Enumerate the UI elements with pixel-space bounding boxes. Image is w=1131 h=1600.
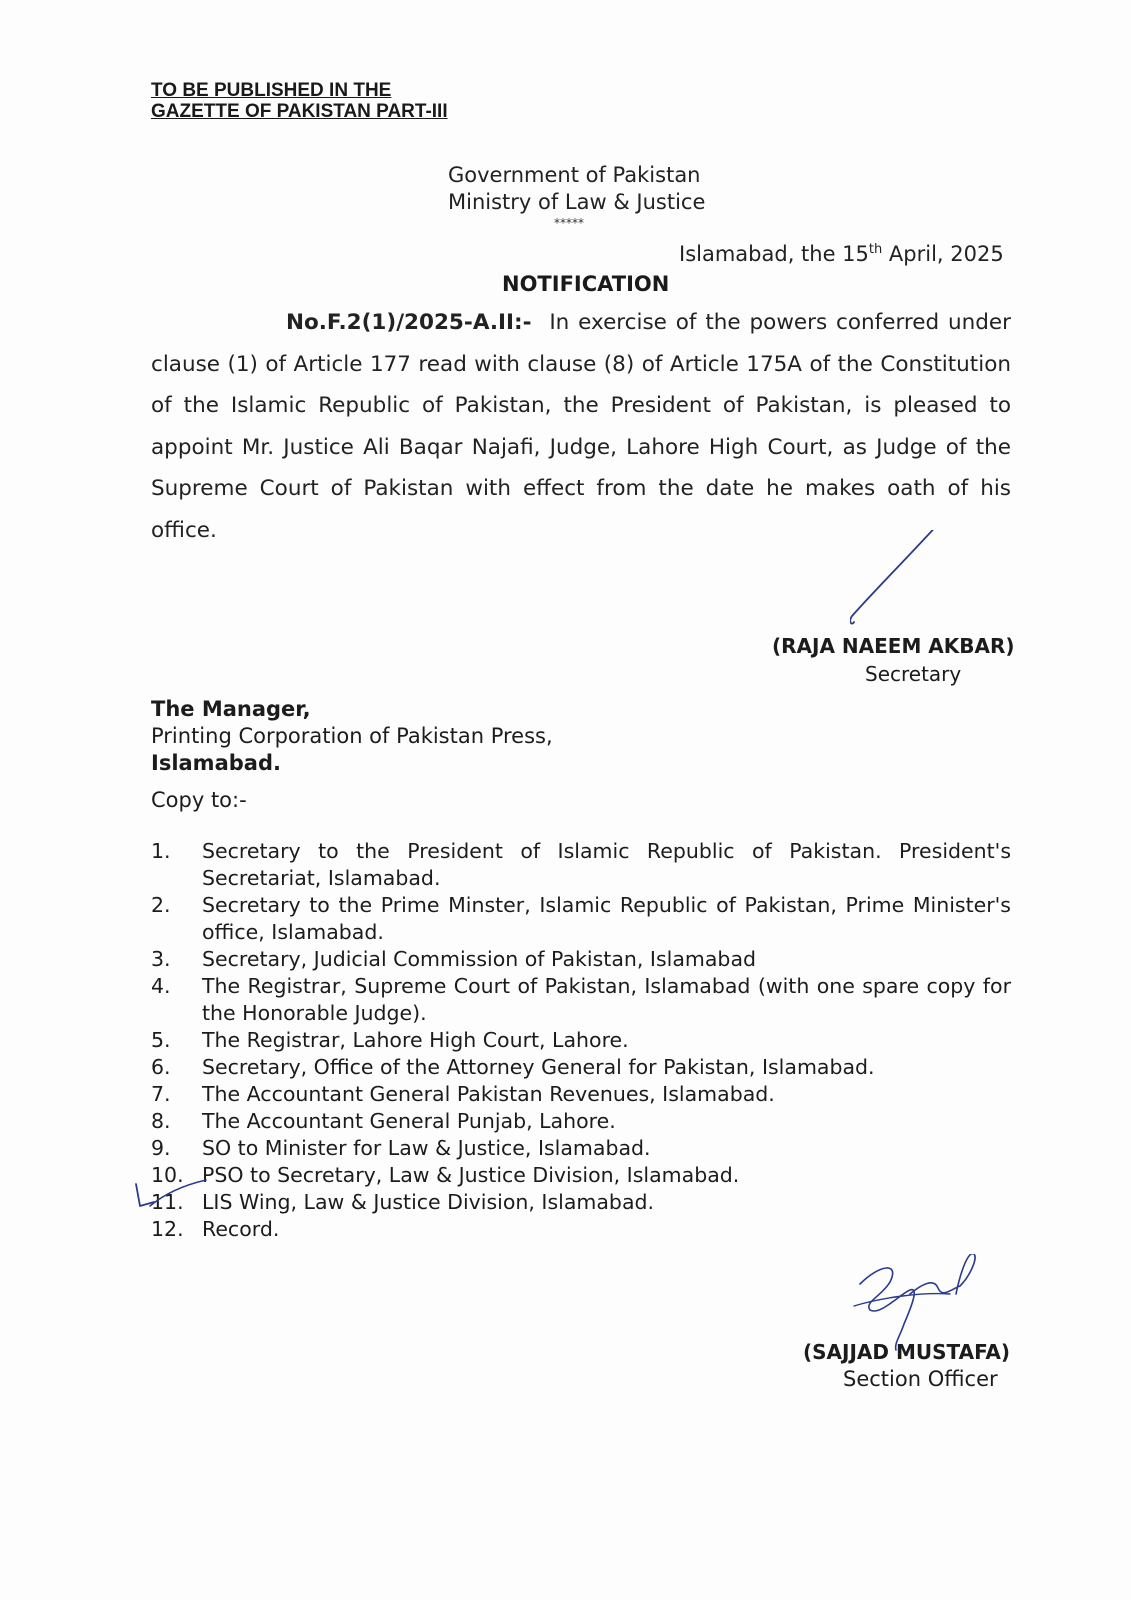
date-rest: April, 2025 bbox=[882, 242, 1004, 266]
copy-to-item-text: Secretary to the President of Islamic Republic of Pakistan. President's Secretariat, Islamabad. bbox=[202, 839, 1011, 890]
copy-to-item-number: 7. bbox=[151, 1082, 171, 1106]
signatory-1-name: (RAJA NAEEM AKBAR) bbox=[772, 634, 1015, 658]
copy-to-item bbox=[151, 1108, 1011, 1135]
copy-to-item bbox=[151, 1027, 1011, 1054]
copy-to-item-text: Secretary, Judicial Commission of Pakistan, Islamabad bbox=[202, 947, 757, 971]
copy-to-item-number: 4. bbox=[151, 974, 171, 998]
copy-to-item bbox=[151, 1081, 1011, 1108]
government-name: Government of Pakistan bbox=[448, 163, 701, 187]
copy-to-item bbox=[151, 892, 1011, 946]
copy-to-item-text: SO to Minister for Law & Justice, Islamabad. bbox=[202, 1136, 651, 1160]
copy-to-item-text: Secretary to the Prime Minster, Islamic Republic of Pakistan, Prime Minister's office, Islamabad. bbox=[202, 893, 1011, 944]
copy-to-item-text: The Accountant General Punjab, Lahore. bbox=[202, 1109, 616, 1133]
copy-to-item-number: 5. bbox=[151, 1028, 171, 1052]
copy-to-item-text: Secretary, Office of the Attorney General for Pakistan, Islamabad. bbox=[202, 1055, 875, 1079]
copy-to-list bbox=[151, 838, 1011, 1243]
date-suffix: th bbox=[868, 242, 883, 257]
copy-to-item bbox=[151, 838, 1011, 892]
copy-to-item-text: Record. bbox=[202, 1217, 280, 1241]
copy-to-item-text: LIS Wing, Law & Justice Division, Islamabad. bbox=[202, 1190, 655, 1214]
notification-body bbox=[151, 302, 1011, 551]
copy-to-item-number: 8. bbox=[151, 1109, 171, 1133]
copy-to-item-text: PSO to Secretary, Law & Justice Division, Islamabad. bbox=[202, 1163, 740, 1187]
notification-number: No.F.2(1)/2025-A.II:- bbox=[286, 310, 532, 335]
copy-to-item-number: 12. bbox=[151, 1217, 184, 1241]
copy-to-item bbox=[151, 1135, 1011, 1162]
letterhead bbox=[448, 162, 705, 216]
notification-text: In exercise of the powers conferred under clause (1) of Article 177 read with clause (8) of Article 175A of the Constitution of the Islamic Republic of Pakistan, the President of Pakistan, is pleased to appoint Mr. Justice Ali Baqar Najafi, Judge, Lahore High Court, as Judge of the Supreme Court of Pakistan with effect from the date he makes oath of his office. bbox=[151, 310, 1012, 543]
gazette-heading bbox=[151, 80, 448, 122]
copy-to-item bbox=[151, 1054, 1011, 1081]
addressee-line-3: Islamabad. bbox=[151, 751, 281, 775]
copy-to-item bbox=[151, 1189, 1011, 1216]
signatory-1-title: Secretary bbox=[865, 662, 962, 686]
copy-to-item bbox=[151, 1162, 1011, 1189]
signatory-2-name: (SAJJAD MUSTAFA) bbox=[803, 1340, 1011, 1364]
signature-2-icon bbox=[850, 1254, 990, 1354]
tick-mark-icon bbox=[132, 1178, 212, 1218]
copy-to-item-text: The Accountant General Pakistan Revenues, Islamabad. bbox=[202, 1082, 775, 1106]
addressee-line-1: The Manager, bbox=[151, 697, 311, 721]
gazette-line-1: TO BE PUBLISHED IN THE bbox=[151, 80, 392, 101]
copy-to-item-number: 9. bbox=[151, 1136, 171, 1160]
copy-to-item-number: 1. bbox=[151, 839, 171, 863]
copy-to-item-text: The Registrar, Supreme Court of Pakistan, Islamabad (with one spare copy for the Honorable Judge). bbox=[202, 974, 1011, 1025]
addressee-line-2: Printing Corporation of Pakistan Press, bbox=[151, 724, 553, 748]
gazette-line-2: GAZETTE OF PAKISTAN PART-III bbox=[151, 101, 448, 122]
header-stars: ***** bbox=[554, 216, 584, 230]
copy-to-item bbox=[151, 973, 1011, 1027]
copy-to-item-number: 3. bbox=[151, 947, 171, 971]
copy-to-label: Copy to:- bbox=[151, 788, 247, 812]
notification-title: NOTIFICATION bbox=[502, 272, 670, 296]
signatory-2-title: Section Officer bbox=[843, 1367, 998, 1391]
ministry-name: Ministry of Law & Justice bbox=[448, 190, 706, 214]
copy-to-item-number: 11. bbox=[151, 1190, 184, 1214]
date-line bbox=[679, 242, 1004, 266]
addressee-block bbox=[151, 696, 553, 777]
copy-to-item-number: 10. bbox=[151, 1163, 184, 1187]
signature-1-icon bbox=[850, 530, 960, 630]
copy-to-item-text: The Registrar, Lahore High Court, Lahore. bbox=[202, 1028, 629, 1052]
copy-to-item-number: 2. bbox=[151, 893, 171, 917]
copy-to-item bbox=[151, 946, 1011, 973]
date-prefix: Islamabad, the 15 bbox=[679, 242, 869, 266]
copy-to-item-number: 6. bbox=[151, 1055, 171, 1079]
copy-to-item bbox=[151, 1216, 1011, 1243]
